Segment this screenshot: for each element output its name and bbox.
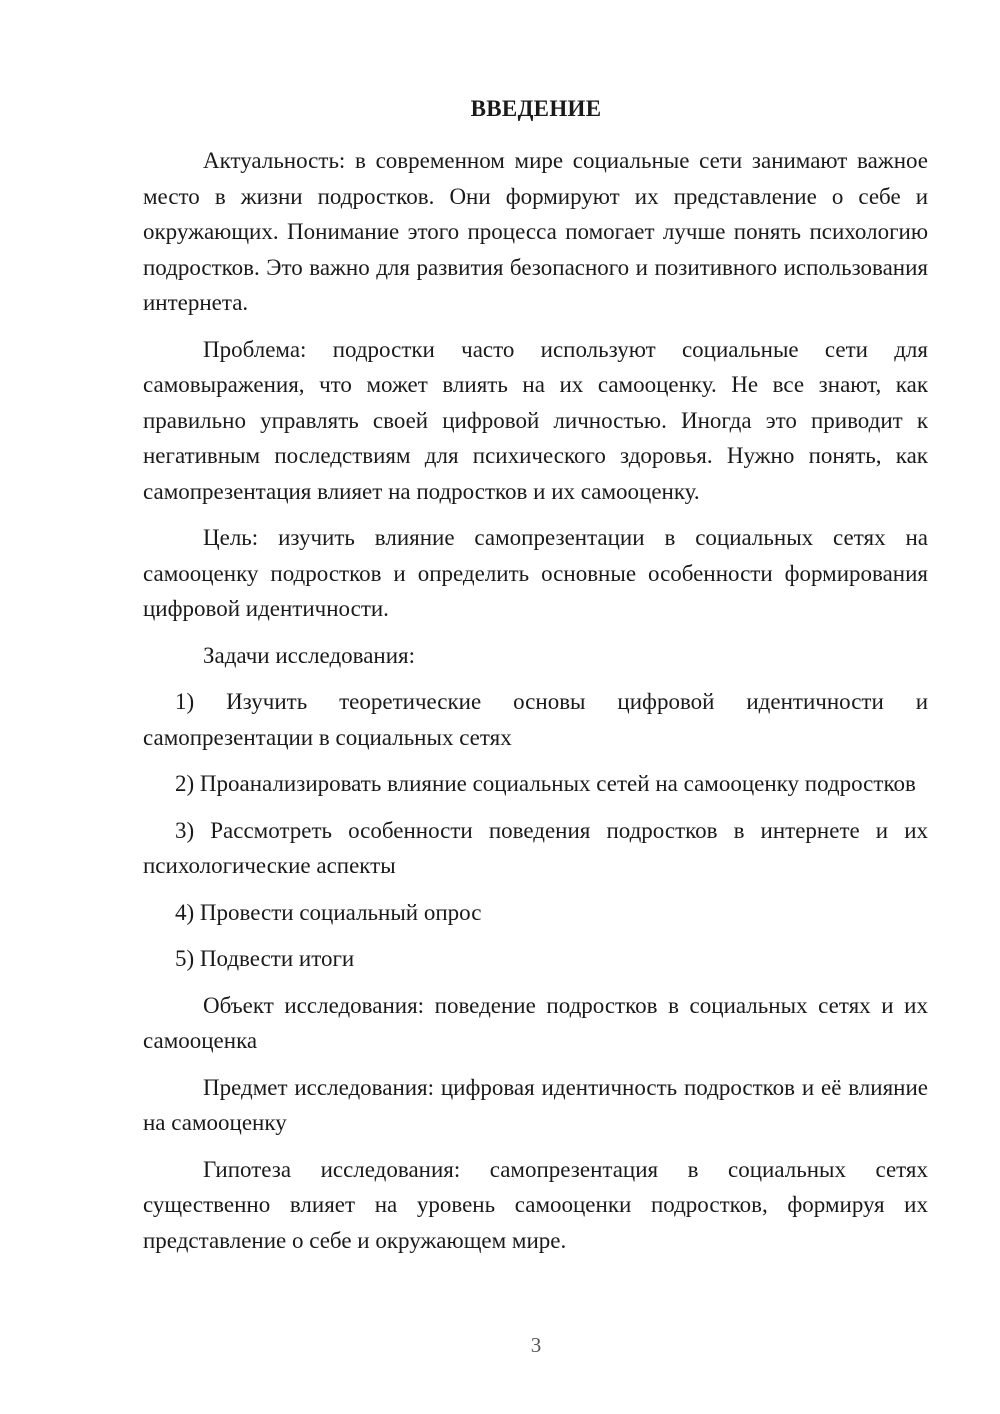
paragraph-goal: Цель: изучить влияние самопрезентации в социальных сетях на самооценку подростков и определить основные особенности формирования цифровой идентичности.	[143, 525, 928, 621]
task-item-3: 3) Рассмотреть особенности поведения подростков в интернете и их психологические аспекты	[143, 817, 928, 878]
paragraph-hypothesis: Гипотеза исследования: самопрезентация в социальных сетях существенно влияет на уровень самооценки подростков, формируя их представление о себе и окружающем мире.	[143, 1156, 928, 1253]
task-item-1: 1) Изучить теоретические основы цифровой идентичности и самопрезентации в социальных сетях	[143, 689, 928, 750]
page-number: 3	[530, 1333, 542, 1357]
task-item-2: 2) Проанализировать влияние социальных сетей на самооценку подростков	[175, 771, 916, 796]
page-title: ВВЕДЕНИЕ	[470, 96, 602, 121]
paragraph-relevance: Актуальность: в современном мире социальные сети занимают важное место в жизни подростков. Они формируют их представление о себе и окружающих. Понимание этого процесса помогает лучше понять психологию подростков. Это важно для развития безопасного и позитивного использования интернета.	[143, 148, 928, 315]
task-item-5: 5) Подвести итоги	[175, 946, 355, 971]
paragraph-subject: Предмет исследования: цифровая идентичность подростков и её влияние на самооценку	[143, 1074, 928, 1135]
paragraph-problem: Проблема: подростки часто используют социальные сети для самовыражения, что может влиять на их самооценку. Не все знают, как правильно управлять своей цифровой личностью. Иногда это приводит к негативным последствиям для психического здоровья. Нужно понять, как самопрезентация влияет на подростков и их самооценку.	[143, 336, 928, 504]
paragraph-tasks-intro: Задачи исследования:	[203, 642, 416, 668]
document-body	[143, 143, 928, 1269]
paragraph-object: Объект исследования: поведение подростков в социальных сетях и их самооценка	[143, 992, 928, 1053]
task-item-4: 4) Провести социальный опрос	[175, 899, 482, 925]
